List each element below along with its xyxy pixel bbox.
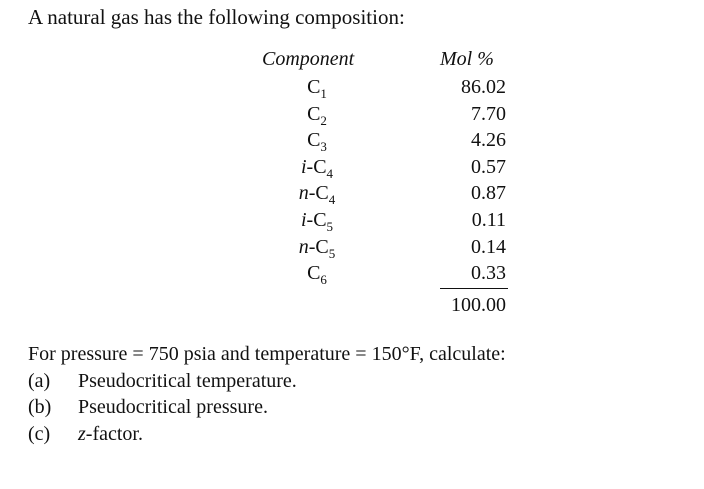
table-header-mol-percent: Mol % (440, 48, 494, 70)
component-subscript: 5 (328, 245, 336, 261)
question-part-variable: z (78, 422, 86, 445)
mol-percent-value: 0.33 (471, 262, 506, 285)
question-part (28, 394, 506, 421)
problem-intro: A natural gas has the following composition: (28, 5, 405, 29)
question-part-text: Pseudocritical temperature. (78, 369, 297, 392)
question-block (28, 341, 506, 447)
component-base: C (315, 182, 329, 205)
component-subscript: 4 (326, 165, 334, 181)
question-part (28, 368, 506, 395)
mol-percent-value: 0.87 (471, 182, 506, 205)
mol-percent-value: 86.02 (461, 76, 506, 98)
component-base: C (307, 102, 321, 125)
table-header-component: Component (262, 48, 355, 70)
component-prefix: i- (300, 208, 314, 231)
component-base: C (307, 76, 321, 98)
component-base: C (313, 208, 327, 231)
question-part-label: (b) (28, 396, 52, 418)
component-prefix: n- (298, 182, 316, 205)
component-row (262, 180, 372, 207)
component-prefix: i- (300, 155, 314, 178)
component-subscript: 5 (326, 218, 334, 234)
component-subscript: 6 (320, 272, 327, 288)
component-row (262, 74, 372, 101)
component-base: C (307, 262, 321, 285)
mol-percent-column (430, 74, 506, 287)
mol-percent-value: 4.26 (471, 129, 506, 152)
question-part-label: (c) (28, 422, 51, 445)
component-prefix: n- (298, 235, 316, 258)
component-row (262, 127, 372, 154)
mol-percent-value: 0.11 (471, 208, 506, 231)
mol-percent-value: 7.70 (471, 102, 506, 125)
component-subscript: 3 (320, 139, 327, 155)
component-subscript: 1 (320, 86, 327, 101)
component-subscript: 2 (320, 112, 327, 128)
component-base: C (307, 129, 321, 152)
component-row (262, 260, 372, 287)
total-rule (440, 288, 508, 289)
question-part-text: Pseudocritical pressure. (78, 396, 268, 418)
question-conditions: For pressure = 750 psia and temperature = 150°F, calculate: (28, 343, 506, 365)
mol-percent-total: 100.00 (451, 294, 506, 316)
mol-percent-value: 0.57 (471, 155, 506, 178)
component-subscript: 4 (328, 192, 336, 208)
component-base: C (315, 235, 329, 258)
component-row (262, 207, 372, 234)
component-row (262, 234, 372, 261)
component-column (262, 74, 372, 287)
component-row (262, 101, 372, 128)
question-part (28, 421, 506, 448)
component-row (262, 154, 372, 181)
component-base: C (313, 155, 327, 178)
question-part-text: -factor. (85, 422, 143, 445)
mol-percent-value: 0.14 (471, 235, 506, 258)
question-part-label: (a) (28, 369, 51, 392)
